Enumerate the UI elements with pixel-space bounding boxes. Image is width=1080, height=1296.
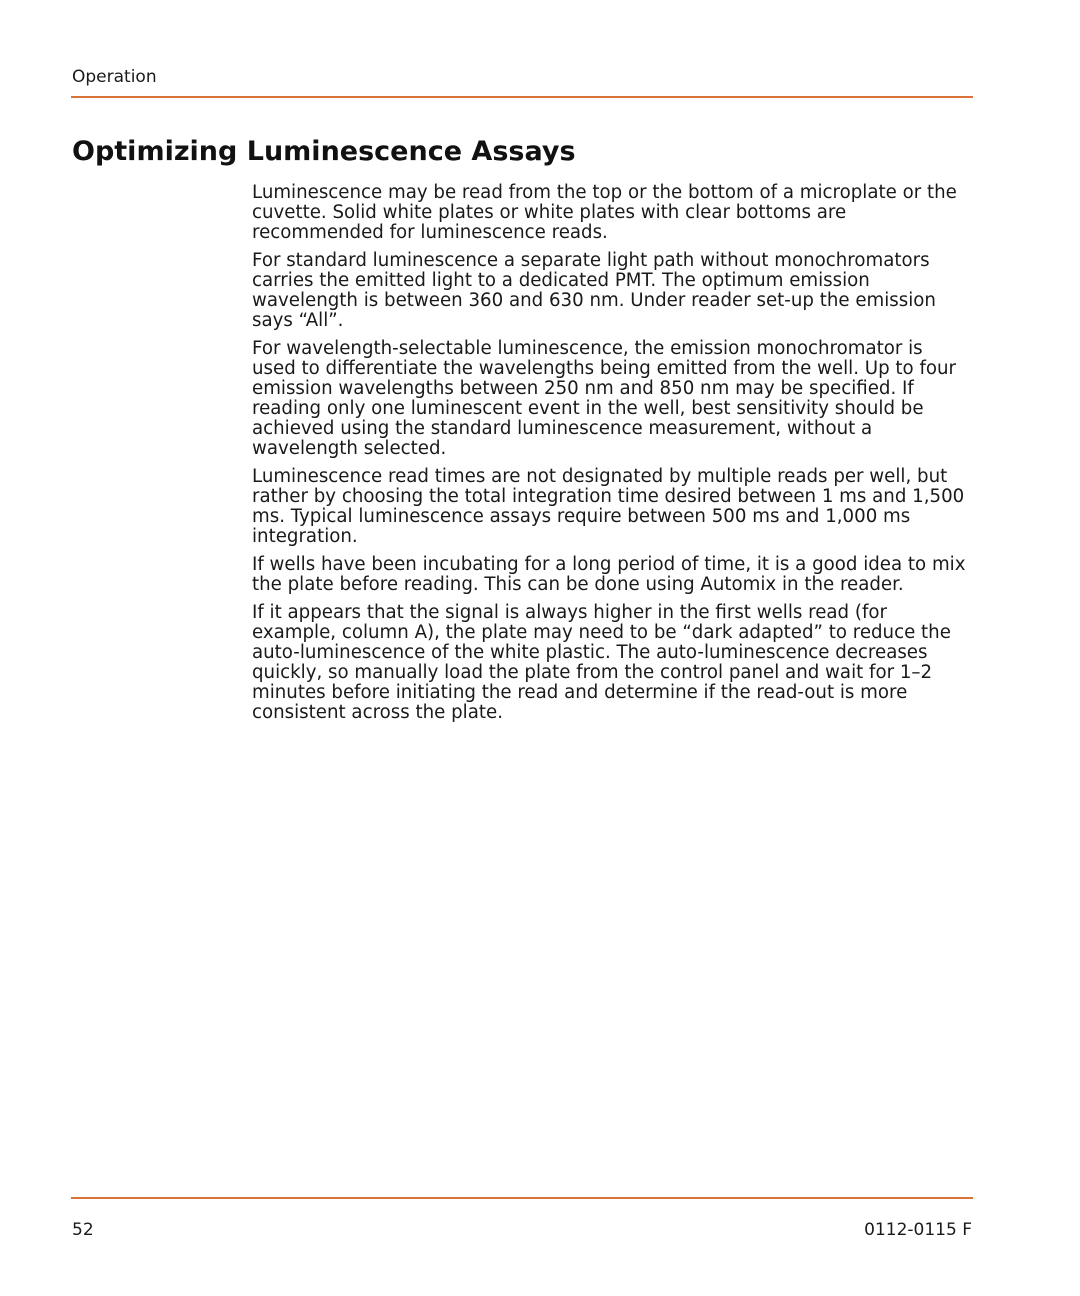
paragraph-dark-adaptation: If it appears that the signal is always higher in the first wells read (for example, column A), the plate may need to be “dark adapted” to reduce the auto-luminescence of the white plastic. The auto-luminescence decreases quickly, so manually load the plate from the control panel and wait for 1–2 minutes before initiating the read and determine if the read-out is more consistent across the plate.: [252, 602, 951, 723]
header-divider: [71, 96, 973, 98]
body-text: [252, 183, 972, 731]
paragraph-mixing: If wells have been incubating for a long period of time, it is a good idea to mix the plate before reading. This can be done using Automix in the reader.: [252, 554, 966, 595]
document-number: 0112-0115 F: [864, 1220, 972, 1240]
page-number: 52: [72, 1220, 94, 1240]
page-title: Optimizing Luminescence Assays: [72, 136, 576, 167]
running-header: Operation: [72, 67, 157, 87]
paragraph-wavelength-selectable: For wavelength-selectable luminescence, the emission monochromator is used to differentiate the wavelengths being emitted from the well. Up to four emission wavelengths between 250 nm and 850 nm may be specified. If reading only one luminescent event in the well, best sensitivity should be achieved using the standard luminescence measurement, without a wavelength selected.: [252, 338, 956, 459]
paragraph-plate-types: Luminescence may be read from the top or the bottom of a microplate or the cuvette. Solid white plates or white plates with clear bottoms are recommended for luminescence reads.: [252, 182, 957, 243]
paragraph-read-times: Luminescence read times are not designated by multiple reads per well, but rather by choosing the total integration time desired between 1 ms and 1,500 ms. Typical luminescence assays require between 500 ms and 1,000 ms integration.: [252, 466, 965, 547]
footer-divider: [71, 1197, 973, 1199]
paragraph-standard-luminescence: For standard luminescence a separate light path without monochromators carries the emitted light to a dedicated PMT. The optimum emission wavelength is between 360 and 630 nm. Under reader set-up the emission says “All”.: [252, 250, 936, 331]
